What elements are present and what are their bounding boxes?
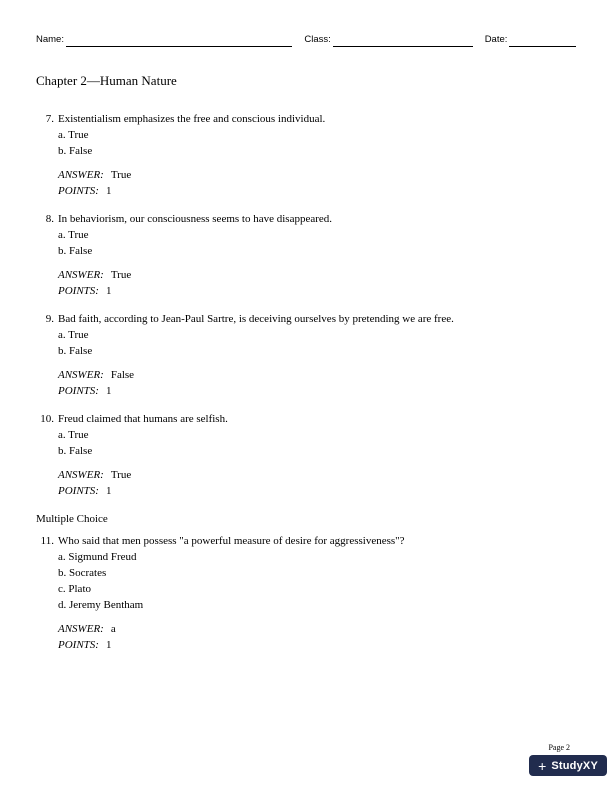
question-text: Who said that men possess "a powerful measure of desire for aggressiveness"? (58, 535, 405, 547)
question-text: In behaviorism, our consciousness seems to have disappeared. (58, 213, 333, 225)
answer-option: b. False (58, 345, 93, 357)
points-value: 1 (105, 185, 112, 197)
question-number: 10. (40, 413, 54, 425)
answer-option: a. True (58, 429, 89, 441)
name-blank-line (66, 35, 292, 47)
answer-option: a. True (58, 129, 89, 141)
points-label: POINTS: (58, 385, 99, 397)
points-label: POINTS: (58, 485, 99, 497)
plus-icon: + (538, 757, 547, 774)
question-text: Bad faith, according to Jean-Paul Sartre, is deceiving ourselves by pretending we are free. (58, 313, 454, 325)
question-number: 8. (45, 213, 54, 225)
answer-option: b. False (58, 145, 93, 157)
brand-name: StudyXY (551, 759, 598, 772)
points-value: 1 (105, 639, 112, 651)
answer-option: c. Plato (58, 583, 91, 595)
answer-option: b. False (58, 445, 93, 457)
answer-option: a. Sigmund Freud (58, 551, 137, 563)
question-text: Freud claimed that humans are selfish. (58, 413, 228, 425)
answer-option: a. True (58, 229, 89, 241)
answer-value: True (110, 169, 132, 181)
question-item (36, 533, 576, 653)
answer-option: b. False (58, 245, 93, 257)
points-label: POINTS: (58, 285, 99, 297)
class-blank-line (333, 35, 473, 47)
question-item (36, 411, 576, 499)
answer-option: d. Jeremy Bentham (58, 599, 144, 611)
question-item (36, 111, 576, 199)
answer-option: b. Socrates (58, 567, 107, 579)
studyxy-brand-badge (529, 755, 607, 776)
answer-value: False (110, 369, 135, 381)
points-value: 1 (105, 385, 112, 397)
points-value: 1 (105, 285, 112, 297)
date-label: Date: (484, 34, 508, 45)
answer-label: ANSWER: (58, 623, 104, 635)
header-fill-in-row (36, 34, 576, 47)
answer-label: ANSWER: (58, 469, 104, 481)
points-label: POINTS: (58, 639, 99, 651)
answer-value: True (110, 469, 132, 481)
question-number: 7. (45, 113, 54, 125)
name-label: Name: (36, 34, 64, 45)
answer-label: ANSWER: (58, 369, 104, 381)
date-blank-line (509, 35, 576, 47)
points-value: 1 (105, 485, 112, 497)
question-number: 9. (45, 313, 54, 325)
answer-label: ANSWER: (58, 169, 104, 181)
question-number: 11. (40, 535, 54, 547)
answer-label: ANSWER: (58, 269, 104, 281)
question-item (36, 311, 576, 399)
answer-option: a. True (58, 329, 89, 341)
points-label: POINTS: (58, 185, 99, 197)
page-title: Chapter 2—Human Nature (36, 73, 177, 88)
answer-value: a (110, 623, 116, 635)
question-item (36, 211, 576, 299)
page-number: Page 2 (548, 743, 570, 752)
section-heading-multiple-choice: Multiple Choice (36, 513, 108, 525)
question-text: Existentialism emphasizes the free and conscious individual. (58, 113, 326, 125)
class-label: Class: (304, 34, 331, 45)
question-list (36, 111, 576, 653)
answer-value: True (110, 269, 132, 281)
